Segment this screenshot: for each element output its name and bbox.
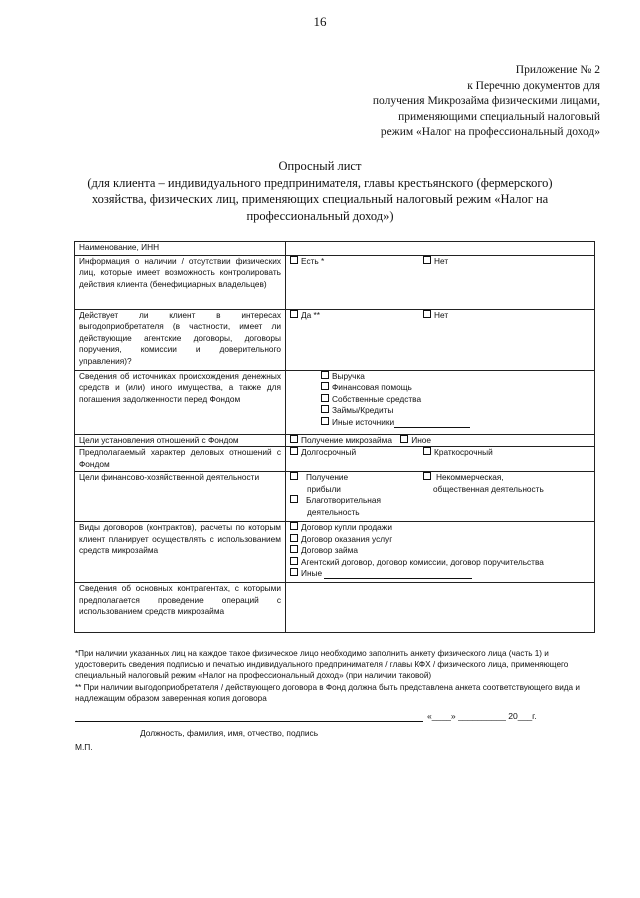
option-label-cont: деятельность	[307, 506, 360, 517]
option-label: Есть *	[301, 256, 325, 266]
other-sources-field[interactable]	[394, 418, 470, 428]
checkbox-services-contract[interactable]	[290, 534, 298, 542]
checkbox-other-goal[interactable]	[400, 435, 408, 443]
option-label: Некоммерческая,	[436, 472, 504, 483]
page-number: 16	[313, 14, 327, 29]
question-business-goals: Цели финансово-хозяйственной деятельности	[75, 472, 286, 522]
option-label: Договор купли продажи	[301, 522, 392, 533]
option-label: Получение микрозайма	[301, 435, 392, 445]
title-line: Опросный лист	[278, 159, 362, 173]
checkbox-no[interactable]	[423, 310, 431, 318]
title-line: хозяйства, физических лиц, применяющих специальный налоговый режим «Налог на	[91, 192, 549, 207]
questionnaire-table	[74, 241, 595, 633]
checkbox-nonprofit[interactable]	[423, 472, 431, 480]
table-row	[75, 447, 595, 472]
stamp-place: М.П.	[75, 742, 93, 752]
title-line: (для клиента – индивидуального предпринимателя, главы крестьянского (фермерского)	[87, 175, 553, 190]
appendix-line: Приложение № 2	[515, 64, 600, 76]
option-label: Договор оказания услуг	[301, 533, 393, 544]
checkbox-sale-contract[interactable]	[290, 522, 298, 530]
signature-caption: Должность, фамилия, имя, отчество, подпись	[140, 728, 319, 738]
answer-business-goals	[286, 472, 595, 522]
option-label: Иные	[301, 568, 323, 579]
footnotes	[75, 648, 597, 704]
question-counterparties: Сведения об основных контрагентах, с которыми предполагается проведение операций с использованием средств микрозайма	[75, 583, 286, 633]
option-label: Нет	[434, 256, 449, 266]
option-label: Получение	[306, 472, 349, 483]
table-row	[75, 522, 595, 583]
option-label: Агентский договор, договор комиссии, договор поручительства	[301, 556, 544, 567]
answer-contract-types	[286, 522, 595, 583]
option-label: Долгосрочный	[301, 447, 357, 458]
checkbox-charity[interactable]	[290, 495, 298, 503]
table-row	[75, 256, 595, 310]
footnote-2: ** При наличии выгодоприобретателя / действующего договора в Фонд должна быть представлена анкета соответствующего вида и надлежащим образом заверенная копия договора	[75, 682, 580, 703]
checkbox-agency-contract[interactable]	[290, 557, 298, 565]
answer-counterparties[interactable]	[286, 583, 595, 633]
table-row	[75, 310, 595, 371]
option-label: Выручка	[332, 371, 365, 381]
checkbox-no[interactable]	[423, 256, 431, 264]
option-label: Иное	[411, 435, 432, 445]
question-relationship-character: Предполагаемый характер деловых отношений с Фондом	[75, 447, 286, 472]
option-label: Краткосрочный	[434, 447, 493, 458]
checkbox-other-contract[interactable]	[290, 568, 298, 576]
appendix-line: получения Микрозайма физическими лицами,	[372, 95, 600, 108]
checkbox-short-term[interactable]	[423, 447, 431, 455]
checkbox-loan-contract[interactable]	[290, 545, 298, 553]
option-label: Договор займа	[301, 545, 359, 556]
answer-beneficiary-interest	[286, 310, 595, 371]
question-beneficiaries: Информация о наличии / отсутствии физических лиц, которые имеет возможность контролировать действия клиента (бенефициарных владельцев)	[75, 256, 286, 310]
option-label: Собственные средства	[332, 393, 422, 404]
checkbox-revenue[interactable]	[321, 371, 329, 379]
appendix-reference	[300, 63, 600, 141]
table-row	[75, 583, 595, 633]
checkbox-long-term[interactable]	[290, 447, 298, 455]
checkbox-get-microloan[interactable]	[290, 435, 298, 443]
checkbox-profit[interactable]	[290, 472, 298, 480]
option-label-cont: прибыли	[307, 483, 341, 494]
question-relationship-goals: Цели установления отношений с Фондом	[75, 435, 286, 447]
table-row	[75, 371, 595, 435]
document-title	[60, 158, 580, 224]
option-label-cont: общественная деятельность	[433, 483, 544, 494]
footnote-1: *При наличии указанных лиц на каждое такое физическое лицо необходимо заполнить анкету физического лица (часть 1) и удостоверить сведения подписью и печатью индивидуального предпринимателя / главы КФХ / физического лица, применяющего специальный налоговый режим «Налог на профессиональный доход» (при наличии таковой)	[75, 649, 569, 681]
answer-beneficiaries	[286, 256, 595, 310]
checkbox-yes[interactable]	[290, 310, 298, 318]
signature-date: «____» __________ 20___г.	[427, 711, 537, 721]
question-contract-types: Виды договоров (контрактов), расчеты по которым клиент планирует осуществлять с использованием средств микрозайма	[75, 522, 286, 583]
other-contract-field[interactable]	[324, 569, 472, 579]
checkbox-own-funds[interactable]	[321, 394, 329, 402]
answer-relationship-goals	[286, 435, 595, 447]
answer-name-inn[interactable]	[286, 242, 595, 256]
table-row	[75, 472, 595, 522]
appendix-line: применяющими специальный налоговый	[398, 110, 600, 123]
table-row	[75, 435, 595, 447]
option-label: Займы/Кредиты	[332, 405, 394, 416]
appendix-line: к Перечню документов для	[467, 79, 600, 92]
option-label: Финансовая помощь	[332, 382, 412, 393]
option-label: Нет	[434, 310, 449, 320]
answer-relationship-character	[286, 447, 595, 472]
answer-funds-sources	[286, 371, 595, 435]
question-funds-sources: Сведения об источниках происхождения денежных средств и (или) иного имущества, а также для погашения задолженности перед Фондом	[75, 371, 286, 435]
option-label: Благотворительная	[306, 495, 381, 506]
signature-field[interactable]	[75, 721, 423, 722]
question-name-inn: Наименование, ИНН	[75, 242, 286, 256]
title-line: профессиональный доход»)	[246, 208, 394, 223]
appendix-line: режим «Налог на профессиональный доход»	[380, 126, 600, 139]
table-row	[75, 242, 595, 256]
checkbox-other-sources[interactable]	[321, 417, 329, 425]
signature-line	[75, 711, 597, 723]
option-label: Да **	[301, 310, 320, 320]
checkbox-yes[interactable]	[290, 256, 298, 264]
checkbox-loans-credits[interactable]	[321, 405, 329, 413]
option-label: Иные источники	[332, 416, 395, 427]
checkbox-financial-aid[interactable]	[321, 382, 329, 390]
question-beneficiary-interest: Действует ли клиент в интересах выгодоприобретателя (в частности, имеет ли действующие агентские договоры, договоры поручения, комиссии и доверительного управления)?	[75, 310, 286, 371]
